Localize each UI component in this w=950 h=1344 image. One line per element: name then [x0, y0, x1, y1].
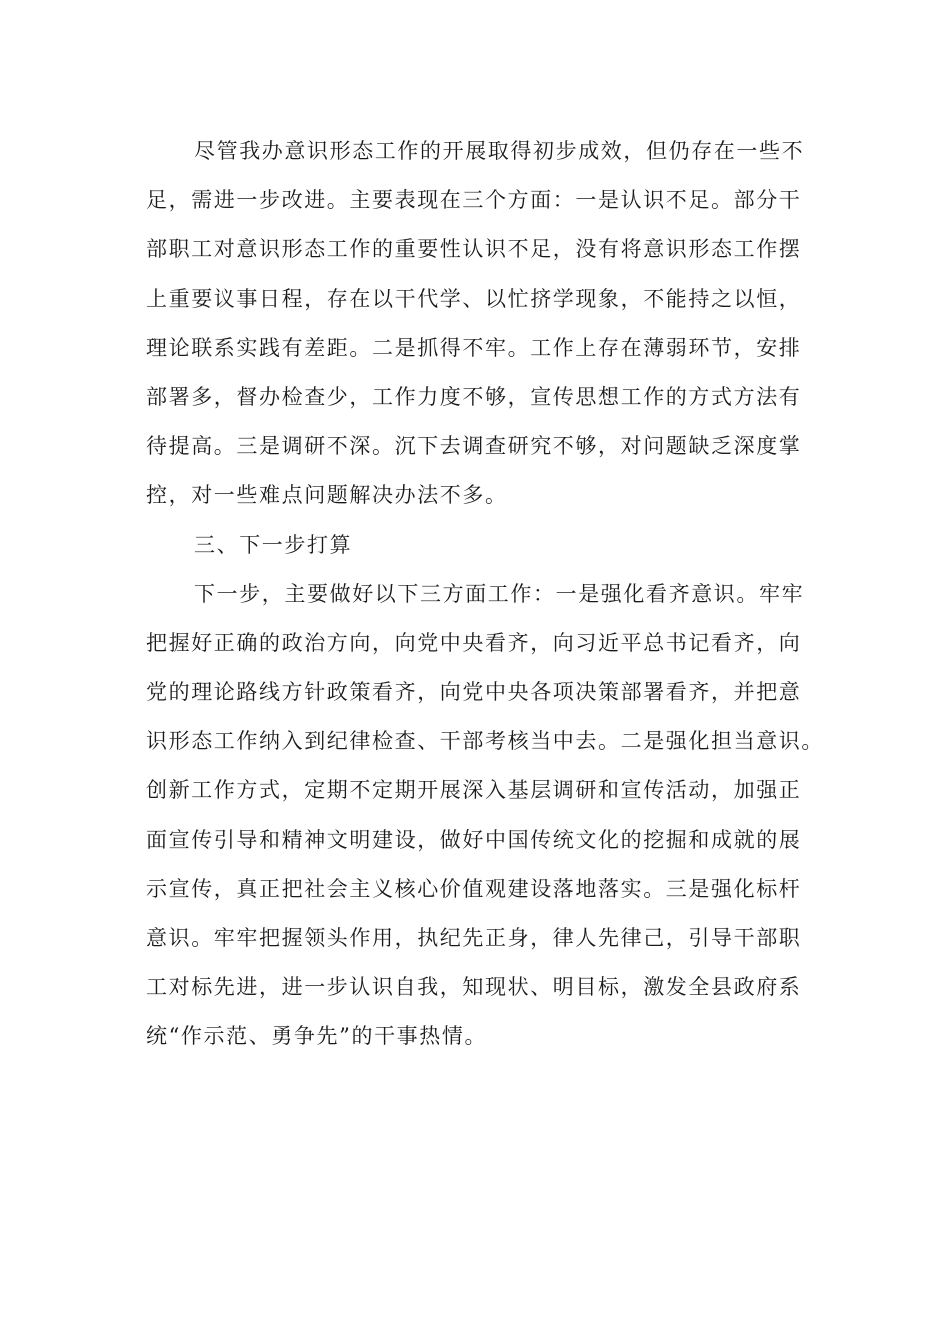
paragraph-line: 尽管我办意识形态工作的开展取得初步成效，但仍存在一些不: [194, 139, 805, 163]
paragraph-line: 示宣传，真正把社会主义核心价值观建设落地落实。三是强化标杆: [146, 876, 802, 901]
paragraph-line: 待提高。三是调研不深。沉下去调查研究不够，对问题缺乏深度掌: [146, 434, 802, 459]
paragraph-line: 把握好正确的政治方向，向党中央看齐，向习近平总书记看齐，向: [146, 630, 802, 655]
paragraph-line: 上重要议事日程，存在以干代学、以忙挤学现象，不能持之以恒，: [146, 286, 802, 311]
paragraph-line: 党的理论路线方针政策看齐，向党中央各项决策部署看齐，并把意: [146, 680, 802, 705]
paragraph-line: 理论联系实践有差距。二是抓得不牢。工作上存在薄弱环节，安排: [146, 335, 802, 360]
paragraph-line: 创新工作方式，定期不定期开展深入基层调研和宣传活动，加强正: [146, 778, 802, 803]
paragraph-line: 控，对一些难点问题解决办法不多。: [146, 483, 508, 508]
section-heading: 三、下一步打算: [194, 532, 353, 557]
paragraph-line: 识形态工作纳入到纪律检查、干部考核当中去。二是强化担当意识。: [146, 729, 824, 754]
paragraph-line: 下一步，主要做好以下三方面工作：一是强化看齐意识。牢牢: [194, 581, 805, 606]
paragraph-shortcomings: [146, 127, 806, 521]
paragraph-line: 面宣传引导和精神文明建设，做好中国传统文化的挖掘和成就的展: [146, 827, 802, 852]
document-body: [146, 127, 824, 1062]
paragraph-line: 意识。牢牢把握领头作用，执纪先正身，律人先律己，引导干部职: [146, 926, 802, 950]
paragraph-line: 部署多，督办检查少，工作力度不够，宣传思想工作的方式方法有: [146, 384, 802, 409]
paragraph-line: 部职工对意识形态工作的重要性认识不足，没有将意识形态工作摆: [146, 237, 802, 262]
paragraph-next-steps: [146, 570, 824, 1062]
paragraph-line: 足，需进一步改进。主要表现在三个方面：一是认识不足。部分干: [146, 188, 802, 213]
paragraph-line: 统“作示范、勇争先”的干事热情。: [146, 1024, 488, 1049]
paragraph-line: 工对标先进，进一步认识自我，知现状、明目标，激发全县政府系: [146, 975, 802, 1000]
